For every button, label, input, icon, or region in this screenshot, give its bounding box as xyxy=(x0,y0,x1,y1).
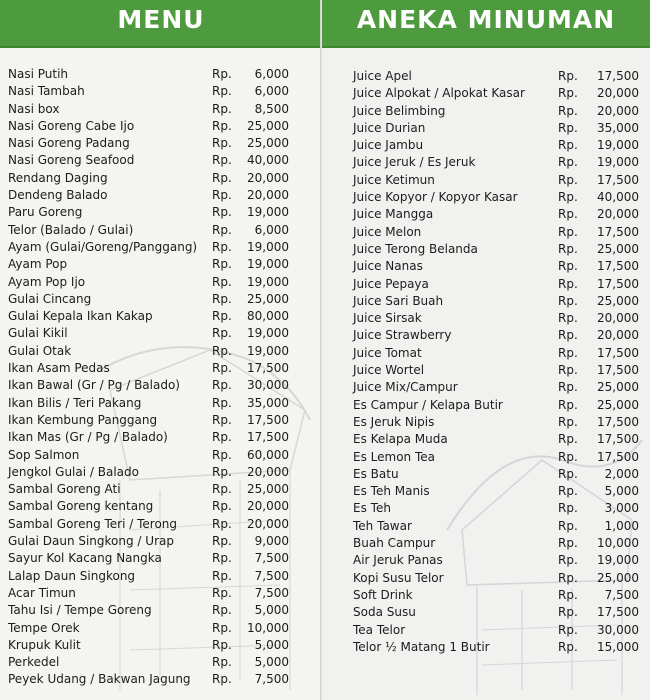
menu-item-row xyxy=(322,431,650,448)
menu-item-row xyxy=(0,83,322,100)
menu-item-row xyxy=(0,464,322,481)
menu-item-currency: Rp. xyxy=(212,101,232,116)
menu-item-row xyxy=(0,654,322,671)
menu-item-currency: Rp. xyxy=(558,172,578,187)
menu-item-currency: Rp. xyxy=(558,536,578,551)
food-menu-header xyxy=(0,0,322,48)
menu-item-currency: Rp. xyxy=(212,84,232,99)
menu-item-row xyxy=(322,552,650,569)
menu-item-currency: Rp. xyxy=(558,224,578,239)
menu-item-price: 5,000 xyxy=(254,637,289,652)
menu-item-name: Nasi Goreng Padang xyxy=(8,136,130,151)
menu-item-name: Juice Mix/Campur xyxy=(353,380,458,395)
menu-item-row xyxy=(322,604,650,621)
menu-item-currency: Rp. xyxy=(558,241,578,256)
menu-item-name: Juice Kopyor / Kopyor Kasar xyxy=(353,190,518,205)
menu-item-name: Ayam Pop xyxy=(8,257,68,272)
menu-item-price: 15,000 xyxy=(597,639,639,654)
menu-item-row xyxy=(322,518,650,535)
menu-item-price: 17,500 xyxy=(597,345,639,360)
menu-item-name: Nasi box xyxy=(8,101,60,116)
menu-item-row xyxy=(322,414,650,431)
menu-item-currency: Rp. xyxy=(212,499,232,514)
menu-item-price: 7,500 xyxy=(604,587,639,602)
menu-item-price: 30,000 xyxy=(597,622,639,637)
menu-item-name: Es Jeruk Nipis xyxy=(353,414,435,429)
menu-item-price: 6,000 xyxy=(254,84,289,99)
menu-item-row xyxy=(0,585,322,602)
menu-item-row xyxy=(0,66,322,83)
menu-item-row xyxy=(322,500,650,517)
menu-item-name: Perkedel xyxy=(8,655,60,670)
menu-item-price: 5,000 xyxy=(254,655,289,670)
menu-item-price: 25,000 xyxy=(597,397,639,412)
menu-item-name: Telor ½ Matang 1 Butir xyxy=(353,639,490,654)
menu-item-price: 17,500 xyxy=(597,414,639,429)
menu-item-name: Gulai Kepala Ikan Kakap xyxy=(8,309,153,324)
menu-item-price: 80,000 xyxy=(247,309,289,324)
menu-item-name: Acar Timun xyxy=(8,585,76,600)
menu-item-currency: Rp. xyxy=(212,291,232,306)
menu-item-row xyxy=(0,671,322,688)
drinks-menu-title: ANEKA MINUMAN xyxy=(356,4,616,34)
menu-item-price: 7,500 xyxy=(254,585,289,600)
menu-item-currency: Rp. xyxy=(212,361,232,376)
menu-item-price: 20,000 xyxy=(247,188,289,203)
menu-item-currency: Rp. xyxy=(558,155,578,170)
menu-item-name: Ikan Mas (Gr / Pg / Balado) xyxy=(8,430,168,445)
menu-item-price: 25,000 xyxy=(597,570,639,585)
menu-item-currency: Rp. xyxy=(558,397,578,412)
food-menu-panel xyxy=(0,0,322,700)
menu-item-name: Soft Drink xyxy=(353,587,413,602)
menu-item-name: Gulai Otak xyxy=(8,343,72,358)
menu-item-name: Ikan Asam Pedas xyxy=(8,361,110,376)
menu-item-name: Juice Wortel xyxy=(353,363,425,378)
menu-item-row xyxy=(0,170,322,187)
drinks-menu-panel xyxy=(322,0,650,700)
menu-item-name: Teh Tawar xyxy=(353,518,412,533)
menu-item-price: 30,000 xyxy=(247,378,289,393)
menu-item-price: 17,500 xyxy=(597,432,639,447)
menu-item-price: 10,000 xyxy=(597,536,639,551)
menu-item-row xyxy=(0,637,322,654)
menu-item-currency: Rp. xyxy=(558,587,578,602)
menu-item-row xyxy=(322,397,650,414)
menu-item-currency: Rp. xyxy=(212,222,232,237)
menu-item-currency: Rp. xyxy=(558,207,578,222)
menu-item-currency: Rp. xyxy=(212,309,232,324)
menu-item-name: Telor (Balado / Gulai) xyxy=(8,222,134,237)
menu-item-row xyxy=(322,258,650,275)
menu-item-row xyxy=(322,327,650,344)
menu-item-name: Ikan Bawal (Gr / Pg / Balado) xyxy=(8,378,180,393)
menu-item-price: 17,500 xyxy=(247,430,289,445)
menu-item-row xyxy=(0,256,322,273)
menu-item-row xyxy=(0,152,322,169)
menu-item-name: Nasi Goreng Seafood xyxy=(8,153,135,168)
menu-item-currency: Rp. xyxy=(558,380,578,395)
menu-item-row xyxy=(322,224,650,241)
menu-item-row xyxy=(322,189,650,206)
menu-item-currency: Rp. xyxy=(558,328,578,343)
menu-item-price: 17,500 xyxy=(597,224,639,239)
menu-item-row xyxy=(0,481,322,498)
menu-item-row xyxy=(322,137,650,154)
menu-item-name: Sop Salmon xyxy=(8,447,80,462)
menu-item-currency: Rp. xyxy=(212,568,232,583)
menu-item-name: Juice Melon xyxy=(353,224,422,239)
menu-item-name: Es Teh xyxy=(353,501,391,516)
menu-item-price: 19,000 xyxy=(247,257,289,272)
menu-item-row xyxy=(322,154,650,171)
menu-item-price: 17,500 xyxy=(597,69,639,83)
menu-item-currency: Rp. xyxy=(558,138,578,153)
menu-item-row xyxy=(0,498,322,515)
menu-item-currency: Rp. xyxy=(558,120,578,135)
menu-item-name: Sambal Goreng Ati xyxy=(8,482,121,497)
menu-item-row xyxy=(0,239,322,256)
menu-item-currency: Rp. xyxy=(212,170,232,185)
menu-item-currency: Rp. xyxy=(558,363,578,378)
menu-item-price: 7,500 xyxy=(254,672,289,687)
menu-item-row xyxy=(322,570,650,587)
menu-item-currency: Rp. xyxy=(558,501,578,516)
menu-item-price: 6,000 xyxy=(254,222,289,237)
menu-item-currency: Rp. xyxy=(558,432,578,447)
menu-item-price: 19,000 xyxy=(247,343,289,358)
menu-item-price: 20,000 xyxy=(247,499,289,514)
menu-item-name: Jengkol Gulai / Balado xyxy=(8,464,139,479)
menu-item-currency: Rp. xyxy=(212,672,232,687)
menu-item-name: Rendang Daging xyxy=(8,170,108,185)
menu-item-name: Gulai Daun Singkong / Urap xyxy=(8,534,174,549)
menu-item-row xyxy=(0,222,322,239)
menu-item-currency: Rp. xyxy=(558,518,578,533)
menu-item-price: 19,000 xyxy=(597,155,639,170)
menu-item-price: 19,000 xyxy=(247,205,289,220)
menu-item-row xyxy=(322,362,650,379)
menu-item-name: Tempe Orek xyxy=(8,620,80,635)
menu-item-currency: Rp. xyxy=(558,484,578,499)
menu-item-price: 25,000 xyxy=(597,293,639,308)
menu-item-name: Juice Alpokat / Alpokat Kasar xyxy=(353,86,525,101)
menu-item-currency: Rp. xyxy=(558,276,578,291)
menu-item-name: Ayam Pop Ijo xyxy=(8,274,86,289)
menu-item-price: 20,000 xyxy=(247,464,289,479)
menu-item-price: 19,000 xyxy=(597,553,639,568)
menu-item-row xyxy=(0,568,322,585)
menu-item-price: 2,000 xyxy=(604,466,639,481)
menu-item-price: 17,500 xyxy=(247,412,289,427)
menu-item-currency: Rp. xyxy=(212,343,232,358)
menu-item-row xyxy=(322,172,650,189)
menu-item-currency: Rp. xyxy=(558,605,578,620)
menu-item-name: Juice Belimbing xyxy=(353,103,446,118)
menu-item-price: 17,500 xyxy=(597,172,639,187)
menu-item-row xyxy=(0,620,322,637)
menu-item-currency: Rp. xyxy=(212,430,232,445)
menu-item-name: Soda Susu xyxy=(353,605,416,620)
menu-item-row xyxy=(322,535,650,552)
menu-item-price: 17,500 xyxy=(597,605,639,620)
menu-item-currency: Rp. xyxy=(558,639,578,654)
menu-item-price: 20,000 xyxy=(247,516,289,531)
menu-item-price: 5,000 xyxy=(254,603,289,618)
menu-item-row xyxy=(322,379,650,396)
menu-item-row xyxy=(0,377,322,394)
menu-item-currency: Rp. xyxy=(558,86,578,101)
menu-item-row xyxy=(0,360,322,377)
menu-item-price: 17,500 xyxy=(597,363,639,378)
menu-item-name: Es Lemon Tea xyxy=(353,449,435,464)
menu-item-row xyxy=(0,204,322,221)
menu-item-currency: Rp. xyxy=(212,153,232,168)
menu-item-name: Juice Jambu xyxy=(353,138,424,153)
menu-item-price: 8,500 xyxy=(254,101,289,116)
menu-item-price: 5,000 xyxy=(604,484,639,499)
menu-item-row xyxy=(322,587,650,604)
menu-item-row xyxy=(322,85,650,102)
menu-item-price: 19,000 xyxy=(597,138,639,153)
menu-item-name: Juice Jeruk / Es Jeruk xyxy=(353,155,476,170)
menu-item-currency: Rp. xyxy=(212,118,232,133)
menu-item-name: Ikan Bilis / Teri Pakang xyxy=(8,395,142,410)
menu-item-row xyxy=(322,639,650,656)
menu-item-row xyxy=(322,483,650,500)
menu-item-currency: Rp. xyxy=(212,136,232,151)
menu-item-row xyxy=(322,345,650,362)
menu-item-currency: Rp. xyxy=(212,603,232,618)
menu-item-name: Es Campur / Kelapa Butir xyxy=(353,397,503,412)
menu-item-name: Nasi Tambah xyxy=(8,84,85,99)
menu-item-currency: Rp. xyxy=(558,414,578,429)
menu-item-price: 35,000 xyxy=(597,120,639,135)
menu-item-currency: Rp. xyxy=(212,188,232,203)
menu-item-currency: Rp. xyxy=(212,326,232,341)
menu-item-price: 40,000 xyxy=(597,190,639,205)
menu-item-price: 3,000 xyxy=(604,501,639,516)
menu-item-row xyxy=(0,187,322,204)
menu-item-price: 17,500 xyxy=(247,361,289,376)
menu-item-name: Buah Campur xyxy=(353,536,436,551)
menu-item-price: 25,000 xyxy=(247,118,289,133)
menu-item-currency: Rp. xyxy=(558,622,578,637)
menu-item-row xyxy=(0,429,322,446)
menu-item-price: 20,000 xyxy=(597,328,639,343)
menu-item-price: 19,000 xyxy=(247,239,289,254)
menu-item-price: 7,500 xyxy=(254,568,289,583)
menu-item-price: 25,000 xyxy=(247,291,289,306)
menu-item-row xyxy=(322,276,650,293)
menu-item-row xyxy=(0,343,322,360)
menu-item-name: Juice Apel xyxy=(353,69,412,83)
menu-item-name: Sambal Goreng Teri / Terong xyxy=(8,516,178,531)
menu-item-name: Ikan Kembung Panggang xyxy=(8,412,158,427)
menu-item-name: Lalap Daun Singkong xyxy=(8,568,136,583)
menu-item-name: Es Kelapa Muda xyxy=(353,432,448,447)
menu-item-row xyxy=(322,310,650,327)
menu-item-price: 1,000 xyxy=(604,518,639,533)
menu-item-name: Sayur Kol Kacang Nangka xyxy=(8,551,162,566)
menu-item-row xyxy=(322,206,650,223)
menu-item-price: 17,500 xyxy=(597,276,639,291)
menu-item-name: Peyek Udang / Bakwan Jagung xyxy=(8,672,191,687)
menu-item-row xyxy=(0,412,322,429)
menu-item-price: 6,000 xyxy=(254,67,289,81)
menu-item-name: Air Jeruk Panas xyxy=(353,553,443,568)
menu-item-currency: Rp. xyxy=(558,449,578,464)
food-menu-title: MENU xyxy=(117,4,205,34)
menu-item-name: Paru Goreng xyxy=(8,205,83,220)
menu-item-price: 7,500 xyxy=(254,551,289,566)
menu-item-name: Juice Ketimun xyxy=(353,172,435,187)
menu-item-price: 17,500 xyxy=(597,259,639,274)
menu-item-price: 25,000 xyxy=(597,380,639,395)
menu-item-name: Juice Sirsak xyxy=(353,311,422,326)
menu-item-currency: Rp. xyxy=(212,637,232,652)
menu-item-name: Tahu Isi / Tempe Goreng xyxy=(8,603,152,618)
menu-item-currency: Rp. xyxy=(558,69,578,83)
menu-item-currency: Rp. xyxy=(212,534,232,549)
menu-item-row xyxy=(0,135,322,152)
menu-item-row xyxy=(0,516,322,533)
menu-item-currency: Rp. xyxy=(558,311,578,326)
menu-item-name: Juice Nanas xyxy=(353,259,423,274)
menu-item-price: 25,000 xyxy=(247,482,289,497)
menu-item-currency: Rp. xyxy=(558,190,578,205)
menu-item-name: Nasi Goreng Cabe Ijo xyxy=(8,118,135,133)
menu-item-row xyxy=(0,602,322,619)
menu-item-row xyxy=(322,120,650,137)
menu-item-row xyxy=(0,291,322,308)
menu-item-currency: Rp. xyxy=(212,447,232,462)
menu-item-name: Kopi Susu Telor xyxy=(353,570,444,585)
menu-item-name: Juice Strawberry xyxy=(353,328,452,343)
menu-item-row xyxy=(0,325,322,342)
menu-item-name: Tea Telor xyxy=(353,622,406,637)
menu-item-price: 17,500 xyxy=(597,449,639,464)
menu-item-name: Ayam (Gulai/Goreng/Panggang) xyxy=(8,239,198,254)
menu-item-name: Gulai Cincang xyxy=(8,291,92,306)
food-menu-list xyxy=(0,66,322,689)
menu-item-price: 19,000 xyxy=(247,274,289,289)
menu-item-row xyxy=(0,274,322,291)
menu-item-name: Juice Pepaya xyxy=(353,276,429,291)
menu-item-row xyxy=(0,101,322,118)
menu-item-row xyxy=(322,103,650,120)
drinks-menu-header xyxy=(322,0,650,48)
drinks-menu-list xyxy=(322,68,650,656)
menu-item-name: Es Batu xyxy=(353,466,399,481)
menu-item-currency: Rp. xyxy=(212,620,232,635)
menu-item-currency: Rp. xyxy=(212,551,232,566)
menu-item-currency: Rp. xyxy=(212,464,232,479)
menu-item-name: Dendeng Balado xyxy=(8,188,108,203)
menu-item-currency: Rp. xyxy=(212,67,232,81)
menu-item-row xyxy=(322,241,650,258)
menu-item-price: 25,000 xyxy=(597,241,639,256)
menu-item-price: 40,000 xyxy=(247,153,289,168)
menu-item-row xyxy=(322,622,650,639)
menu-item-row xyxy=(0,395,322,412)
menu-item-row xyxy=(0,533,322,550)
menu-item-row xyxy=(0,447,322,464)
menu-item-price: 20,000 xyxy=(247,170,289,185)
menu-item-name: Nasi Putih xyxy=(8,67,69,81)
menu-item-price: 10,000 xyxy=(247,620,289,635)
menu-item-row xyxy=(322,466,650,483)
menu-item-price: 19,000 xyxy=(247,326,289,341)
menu-item-currency: Rp. xyxy=(558,293,578,308)
menu-item-currency: Rp. xyxy=(212,412,232,427)
menu-item-name: Juice Terong Belanda xyxy=(353,241,478,256)
menu-item-row xyxy=(0,308,322,325)
menu-item-row xyxy=(322,449,650,466)
menu-item-currency: Rp. xyxy=(212,257,232,272)
menu-item-price: 20,000 xyxy=(597,86,639,101)
menu-item-currency: Rp. xyxy=(212,395,232,410)
menu-item-name: Es Teh Manis xyxy=(353,484,430,499)
menu-item-row xyxy=(0,550,322,567)
menu-item-currency: Rp. xyxy=(558,466,578,481)
menu-item-currency: Rp. xyxy=(212,239,232,254)
menu-item-name: Juice Durian xyxy=(353,120,426,135)
menu-item-name: Sambal Goreng kentang xyxy=(8,499,154,514)
menu-item-currency: Rp. xyxy=(558,259,578,274)
menu-item-currency: Rp. xyxy=(212,655,232,670)
menu-item-currency: Rp. xyxy=(212,378,232,393)
menu-item-currency: Rp. xyxy=(558,103,578,118)
menu-item-name: Gulai Kikil xyxy=(8,326,68,341)
menu-item-price: 25,000 xyxy=(247,136,289,151)
menu-item-name: Juice Tomat xyxy=(353,345,422,360)
menu-item-row xyxy=(322,68,650,85)
menu-item-row xyxy=(0,118,322,135)
menu-item-currency: Rp. xyxy=(212,516,232,531)
menu-item-price: 9,000 xyxy=(254,534,289,549)
menu-item-name: Juice Mangga xyxy=(353,207,434,222)
menu-item-currency: Rp. xyxy=(558,553,578,568)
menu-item-currency: Rp. xyxy=(558,570,578,585)
menu-item-currency: Rp. xyxy=(558,345,578,360)
menu-item-name: Krupuk Kulit xyxy=(8,637,81,652)
menu-item-row xyxy=(322,293,650,310)
menu-item-name: Juice Sari Buah xyxy=(353,293,444,308)
menu-item-currency: Rp. xyxy=(212,585,232,600)
menu-item-price: 20,000 xyxy=(597,311,639,326)
menu-item-currency: Rp. xyxy=(212,205,232,220)
menu-item-currency: Rp. xyxy=(212,482,232,497)
menu-item-price: 20,000 xyxy=(597,207,639,222)
menu-item-price: 35,000 xyxy=(247,395,289,410)
menu-item-currency: Rp. xyxy=(212,274,232,289)
menu-item-price: 20,000 xyxy=(597,103,639,118)
menu-item-price: 60,000 xyxy=(247,447,289,462)
